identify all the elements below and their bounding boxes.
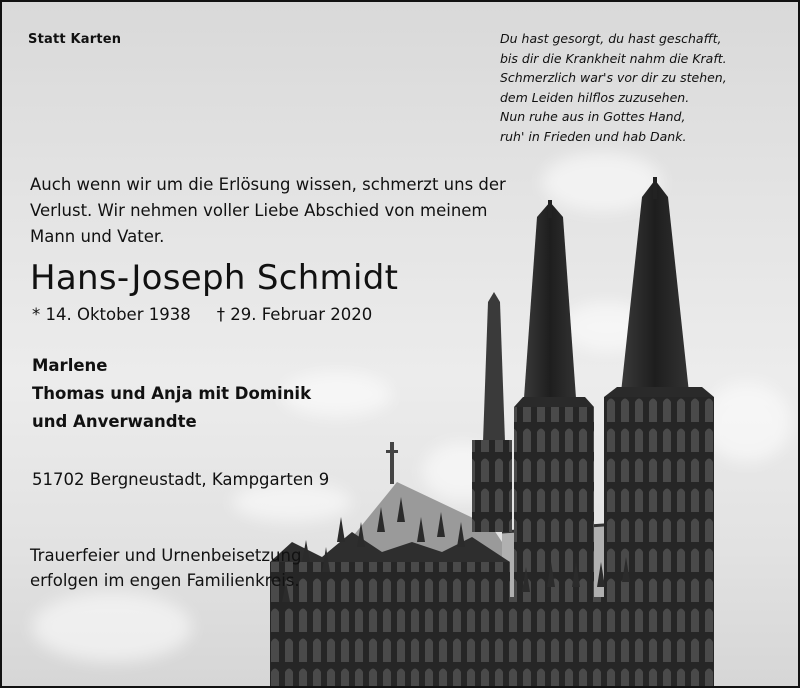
poem-line: ruh' in Frieden und hab Dank. [500, 128, 687, 144]
mourner-line: Marlene [32, 356, 108, 375]
funeral-line: Trauerfeier und Urnenbeisetzung [30, 546, 302, 565]
funeral-line: erfolgen im engen Familienkreis. [30, 571, 300, 590]
statt-karten-label: Statt Karten [28, 32, 122, 47]
mourner-line: Thomas und Anja mit Dominik [32, 384, 312, 403]
mourner-line: und Anverwandte [32, 412, 197, 431]
funeral-notice [30, 543, 301, 593]
life-dates [32, 305, 398, 324]
poem-line: bis dir die Krankheit nahm die Kraft. [500, 50, 727, 66]
birth-date: * 14. Oktober 1938 [32, 305, 191, 324]
memorial-poem [500, 29, 727, 147]
poem-line: Du hast gesorgt, du hast geschafft, [500, 31, 722, 46]
poem-line: dem Leiden hilflos zuzusehen. [500, 89, 690, 105]
death-date: † 29. Februar 2020 [216, 305, 373, 324]
intro-text: Auch wenn wir um die Erlösung wissen, schmerzt uns der Verlust. Wir nehmen voller Liebe Abschied von meinem Mann und Vater. [30, 175, 506, 246]
deceased-name: Hans-Joseph Schmidt [30, 258, 399, 298]
poem-line: Schmerzlich war's vor dir zu stehen, [500, 70, 727, 86]
family-address: 51702 Bergneustadt, Kampgarten 9 [32, 470, 330, 489]
mourners-list [32, 352, 311, 436]
poem-line: Nun ruhe aus in Gottes Hand, [500, 109, 686, 125]
